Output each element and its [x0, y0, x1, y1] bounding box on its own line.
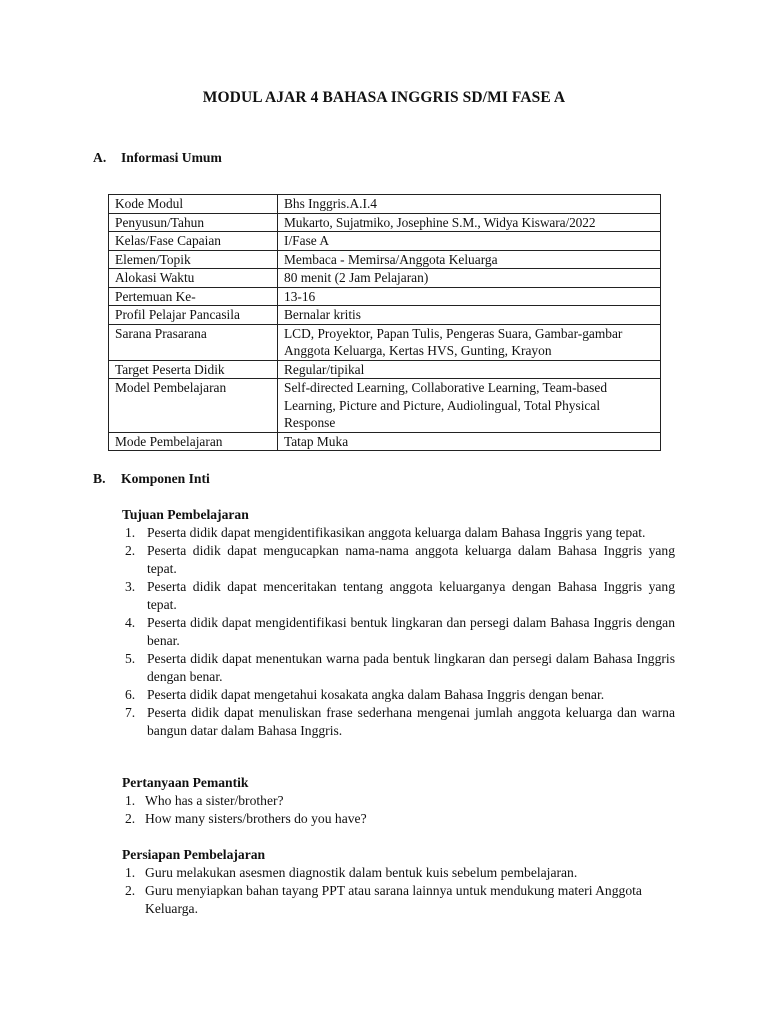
list-item: [122, 524, 675, 542]
table-value: 13-16: [278, 287, 661, 306]
section-b-heading: [93, 470, 210, 488]
table-row: [109, 287, 661, 306]
list-number: 1.: [125, 793, 136, 808]
table-key: Model Pembelajaran: [109, 379, 278, 433]
list-item: [122, 704, 675, 740]
table-value: I/Fase A: [278, 232, 661, 251]
list-number: 6.: [125, 687, 136, 702]
list-text: Peserta didik dapat menentukan warna pada bentuk lingkaran dan persegi dalam Bahasa Inggris dengan benar.: [147, 651, 675, 684]
section-a-label: Informasi Umum: [121, 150, 222, 165]
table-value: Membaca - Memirsa/Anggota Keluarga: [278, 250, 661, 269]
section-a-heading: [93, 149, 222, 167]
list-text: Peserta didik dapat mengidentifikasi bentuk lingkaran dan persegi dalam Bahasa Inggris dengan benar.: [147, 615, 675, 648]
pemantik-heading: Pertanyaan Pemantik: [122, 775, 249, 790]
list-text: Peserta didik dapat mengucapkan nama-nama anggota keluarga dalam Bahasa Inggris yang tepat.: [147, 543, 675, 576]
table-value: Regular/tipikal: [278, 360, 661, 379]
pemantik-list: [122, 792, 675, 828]
table-key: Target Peserta Didik: [109, 360, 278, 379]
list-item: [122, 542, 675, 578]
table-key: Kelas/Fase Capaian: [109, 232, 278, 251]
table-value: Tatap Muka: [278, 432, 661, 451]
table-key: Alokasi Waktu: [109, 269, 278, 288]
table-value: Bhs Inggris.A.I.4: [278, 195, 661, 214]
table-row: [109, 250, 661, 269]
table-row: [109, 306, 661, 325]
table-key: Elemen/Topik: [109, 250, 278, 269]
list-item: [122, 810, 675, 828]
table-value: Bernalar kritis: [278, 306, 661, 325]
list-text: Guru melakukan asesmen diagnostik dalam bentuk kuis sebelum pembelajaran.: [145, 865, 578, 880]
list-number: 2.: [125, 883, 136, 898]
list-text: Peserta didik dapat mengetahui kosakata angka dalam Bahasa Inggris dengan benar.: [147, 687, 605, 702]
persiapan-list: [122, 864, 675, 918]
table-row: [109, 432, 661, 451]
table-value: 80 menit (2 Jam Pelajaran): [278, 269, 661, 288]
table-value: Mukarto, Sujatmiko, Josephine S.M., Widya Kiswara/2022: [278, 213, 661, 232]
table-key: Penyusun/Tahun: [109, 213, 278, 232]
list-number: 1.: [125, 525, 136, 540]
list-number: 5.: [125, 651, 136, 666]
list-number: 4.: [125, 615, 136, 630]
list-item: [122, 650, 675, 686]
list-item: [122, 864, 675, 882]
tujuan-list: [122, 524, 675, 740]
table-row: [109, 360, 661, 379]
table-key: Mode Pembelajaran: [109, 432, 278, 451]
section-b-letter: B.: [93, 471, 106, 486]
table-row: [109, 379, 661, 433]
info-table: [108, 194, 661, 451]
list-item: [122, 614, 675, 650]
table-row: [109, 324, 661, 360]
list-text: Peserta didik dapat menuliskan frase sederhana mengenai jumlah anggota keluarga dan warna bangun datar dalam Bahasa Inggris.: [147, 705, 675, 738]
list-item: [122, 882, 675, 918]
list-number: 1.: [125, 865, 136, 880]
list-text: Peserta didik dapat mengidentifikasikan anggota keluarga dalam Bahasa Inggris yang tepat.: [147, 525, 646, 540]
list-text: How many sisters/brothers do you have?: [145, 811, 367, 826]
table-key: Sarana Prasarana: [109, 324, 278, 360]
table-key: Profil Pelajar Pancasila: [109, 306, 278, 325]
list-text: Who has a sister/brother?: [145, 793, 284, 808]
section-b-label: Komponen Inti: [121, 471, 210, 486]
list-item: [122, 686, 675, 704]
table-value: LCD, Proyektor, Papan Tulis, Pengeras Suara, Gambar-gambar Anggota Keluarga, Kertas HVS, Gunting, Krayon: [278, 324, 661, 360]
list-text: Peserta didik dapat menceritakan tentang anggota keluarganya dengan Bahasa Inggris yang tepat.: [147, 579, 675, 612]
table-value: Self-directed Learning, Collaborative Learning, Team-based Learning, Picture and Picture, Audiolingual, Total Physical Response: [278, 379, 661, 433]
list-number: 3.: [125, 579, 136, 594]
list-item: [122, 792, 675, 810]
section-a-letter: A.: [93, 150, 107, 165]
page-title: MODUL AJAR 4 BAHASA INGGRIS SD/MI FASE A: [202, 89, 566, 106]
list-number: 2.: [125, 811, 136, 826]
table-row: [109, 269, 661, 288]
table-row: [109, 195, 661, 214]
table-key: Pertemuan Ke-: [109, 287, 278, 306]
list-item: [122, 578, 675, 614]
list-number: 2.: [125, 543, 136, 558]
table-row: [109, 213, 661, 232]
persiapan-heading: Persiapan Pembelajaran: [122, 847, 266, 862]
tujuan-heading: Tujuan Pembelajaran: [122, 507, 249, 522]
table-key: Kode Modul: [109, 195, 278, 214]
list-text: Guru menyiapkan bahan tayang PPT atau sarana lainnya untuk mendukung materi Anggota Keluarga.: [145, 883, 642, 916]
list-number: 7.: [125, 705, 136, 720]
table-row: [109, 232, 661, 251]
